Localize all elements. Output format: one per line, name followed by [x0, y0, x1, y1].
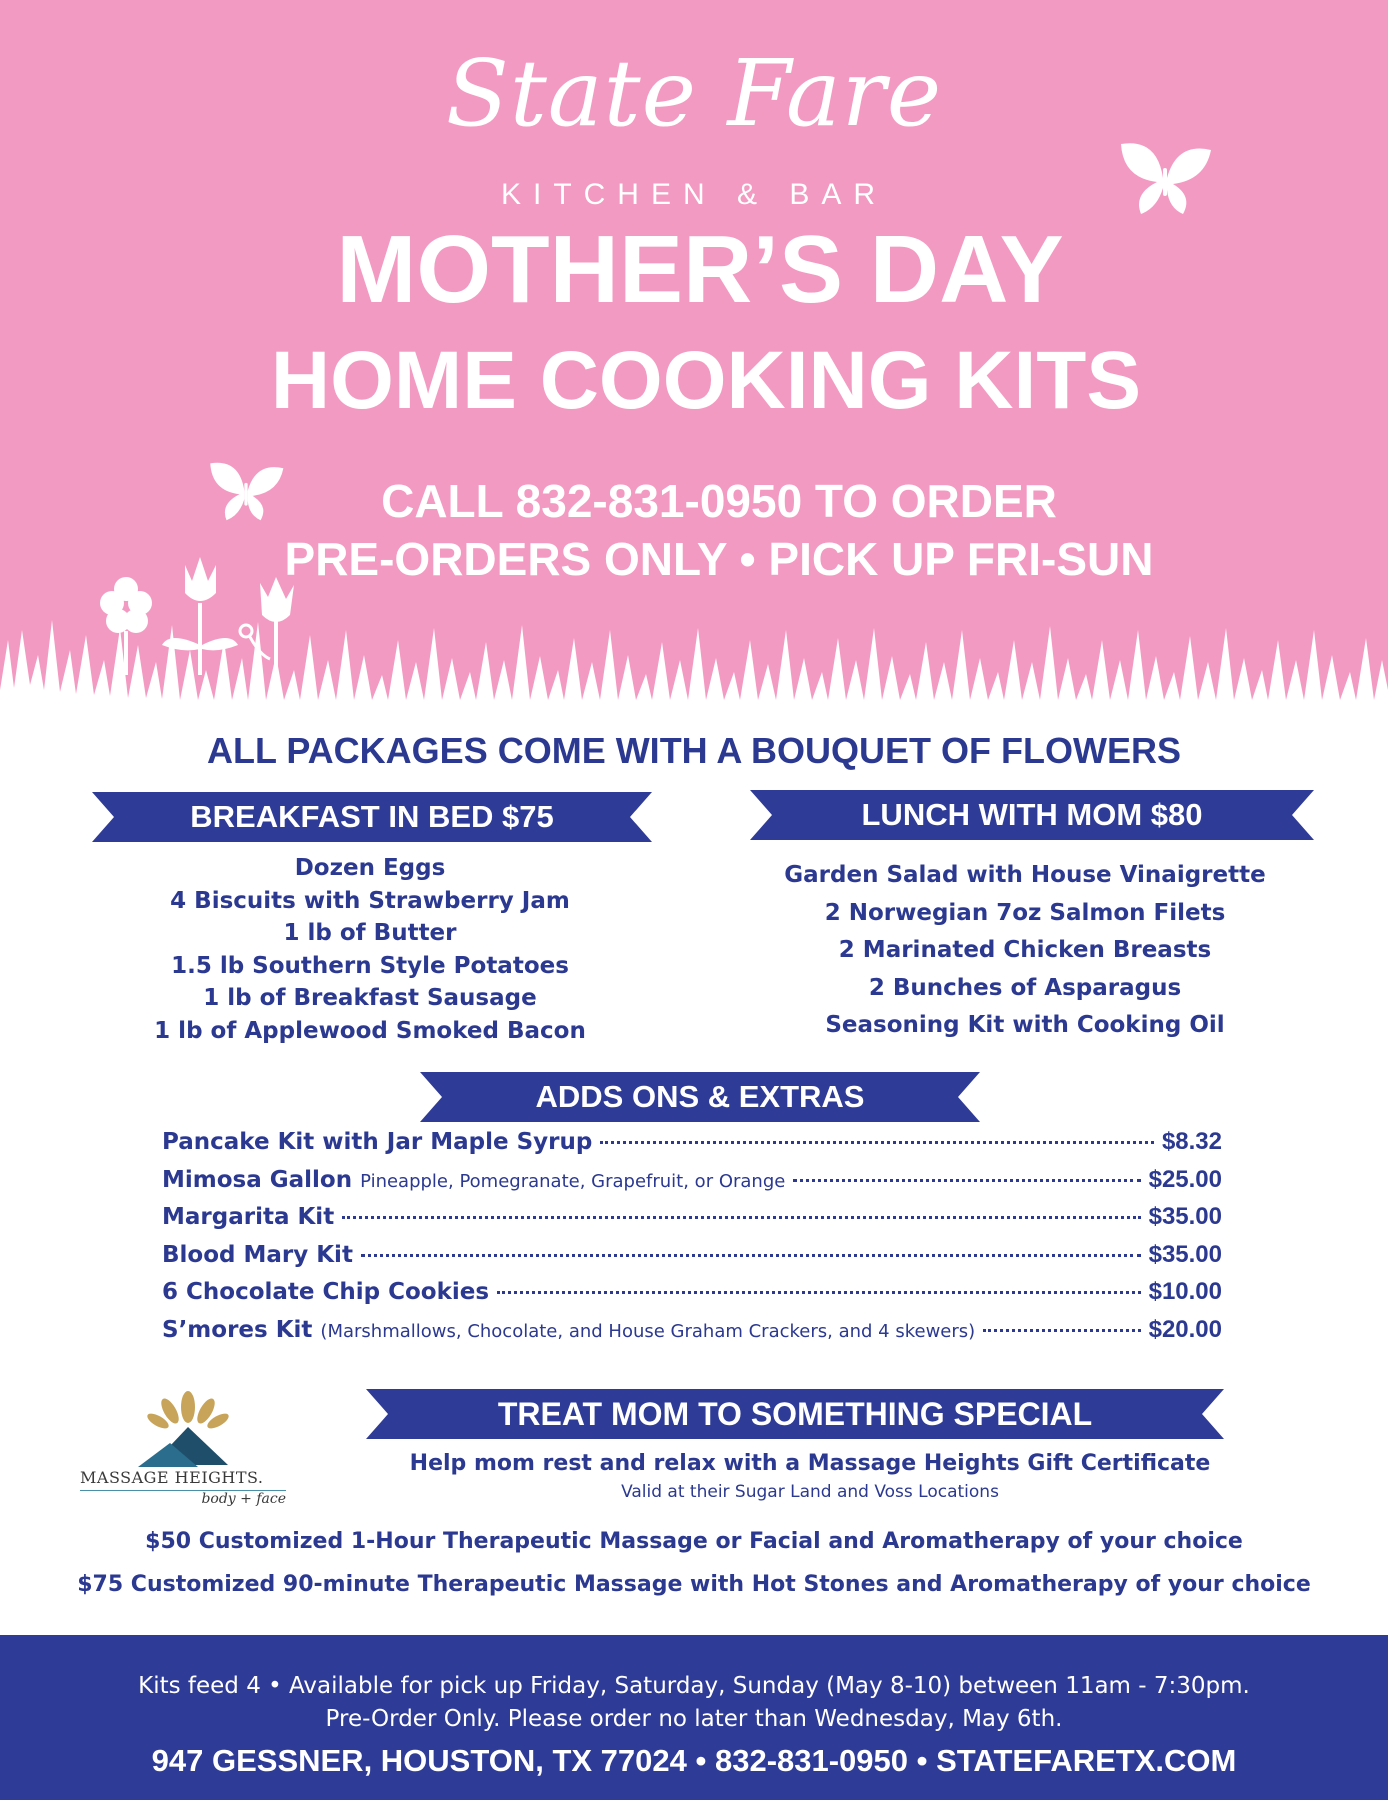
leader-dots [361, 1254, 1141, 1257]
extra-price: $35.00 [1148, 1240, 1222, 1268]
list-item: 2 Marinated Chicken Breasts [838, 937, 1212, 963]
list-item [162, 1316, 1222, 1354]
gift-certificate-line: Help mom rest and relax with a Massage Heights Gift Certificate [409, 1451, 1211, 1476]
breakfast-banner-label: BREAKFAST IN BED $75 [190, 799, 554, 834]
extra-note: (Marshmallows, Chocolate, and House Graham Crackers, and 4 skewers) [320, 1320, 976, 1342]
extras-banner [420, 1072, 980, 1122]
logo-script: State Fare [445, 40, 943, 147]
list-item: Garden Salad with House Vinaigrette [784, 862, 1266, 888]
leader-dots [497, 1291, 1141, 1294]
massage-heights-name: MASSAGE HEIGHTS. [80, 1468, 264, 1487]
extra-price: $8.32 [1161, 1128, 1222, 1155]
page-title: MOTHER’S DAY [336, 216, 1064, 323]
valid-locations: Valid at their Sugar Land and Voss Locations [621, 1482, 999, 1502]
extra-name: 6 Chocolate Chip Cookies [162, 1279, 490, 1305]
extra-price: $25.00 [1148, 1165, 1222, 1193]
extras-banner-label: ADDS ONS & EXTRAS [535, 1079, 865, 1114]
footer [0, 1635, 1388, 1800]
list-item: 2 Norwegian 7oz Salmon Filets [824, 899, 1226, 926]
special-banner-label: TREAT MOM TO SOMETHING SPECIAL [497, 1395, 1093, 1432]
page-subtitle: HOME COOKING KITS [270, 335, 1142, 426]
list-item [162, 1128, 1222, 1166]
extra-note: Pineapple, Pomegranate, Grapefruit, or Orange [360, 1170, 786, 1192]
lunch-banner [750, 790, 1314, 840]
extras-list [162, 1128, 1222, 1353]
list-item: 4 Biscuits with Strawberry Jam [170, 887, 570, 914]
list-item: 1 lb of Applewood Smoked Bacon [154, 1017, 586, 1044]
extra-name: Blood Mary Kit [162, 1241, 353, 1268]
massage-heights-tagline: body + face [80, 1490, 286, 1507]
list-item: 2 Bunches of Asparagus [868, 974, 1182, 1001]
extra-name: Margarita Kit [162, 1204, 335, 1230]
list-item [162, 1166, 1222, 1204]
packages-heading: ALL PACKAGES COME WITH A BOUQUET OF FLOWERS [207, 730, 1181, 771]
breakfast-items [110, 852, 630, 1048]
offer-50: $50 Customized 1-Hour Therapeutic Massage or Facial and Aromatherapy of your choice [145, 1529, 1243, 1554]
extra-name: S’mores Kit [162, 1316, 313, 1343]
leader-dots [983, 1329, 1140, 1332]
list-item [162, 1203, 1222, 1241]
leader-dots [342, 1216, 1140, 1219]
extra-price: $10.00 [1148, 1278, 1222, 1305]
list-item: 1 lb of Breakfast Sausage [203, 985, 537, 1012]
preorder-note: PRE-ORDERS ONLY • PICK UP FRI-SUN [284, 533, 1154, 585]
extra-price: $20.00 [1148, 1315, 1222, 1343]
offer-75: $75 Customized 90-minute Therapeutic Massage with Hot Stones and Aromatherapy of your choice [77, 1572, 1311, 1597]
extra-name: Mimosa Gallon [162, 1166, 353, 1193]
call-to-order: CALL 832-831-0950 TO ORDER [381, 475, 1057, 527]
list-item: Seasoning Kit with Cooking Oil [825, 1012, 1225, 1038]
footer-order-deadline: Pre-Order Only. Please order no later than Wednesday, May 6th. [325, 1706, 1063, 1732]
list-item: 1.5 lb Southern Style Potatoes [171, 952, 569, 979]
footer-contact: 947 GESSNER, HOUSTON, TX 77024 • 832-831-0950 • STATEFARETX.COM [151, 1743, 1237, 1778]
list-item: 1 lb of Butter [283, 920, 457, 947]
special-banner [366, 1389, 1224, 1439]
lunch-items [760, 857, 1290, 1045]
list-item [162, 1241, 1222, 1279]
extra-price: $35.00 [1148, 1203, 1222, 1230]
list-item [162, 1278, 1222, 1316]
leader-dots [600, 1141, 1154, 1144]
lunch-banner-label: LUNCH WITH MOM $80 [861, 797, 1203, 832]
leader-dots [793, 1179, 1140, 1182]
list-item: Dozen Eggs [294, 855, 446, 881]
breakfast-banner [92, 792, 652, 842]
footer-pickup-info: Kits feed 4 • Available for pick up Friday, Saturday, Sunday (May 8-10) between 11am - 7:30pm. [138, 1673, 1250, 1699]
logo-subtitle: KITCHEN & BAR [500, 178, 888, 211]
extra-name: Pancake Kit with Jar Maple Syrup [162, 1129, 593, 1155]
